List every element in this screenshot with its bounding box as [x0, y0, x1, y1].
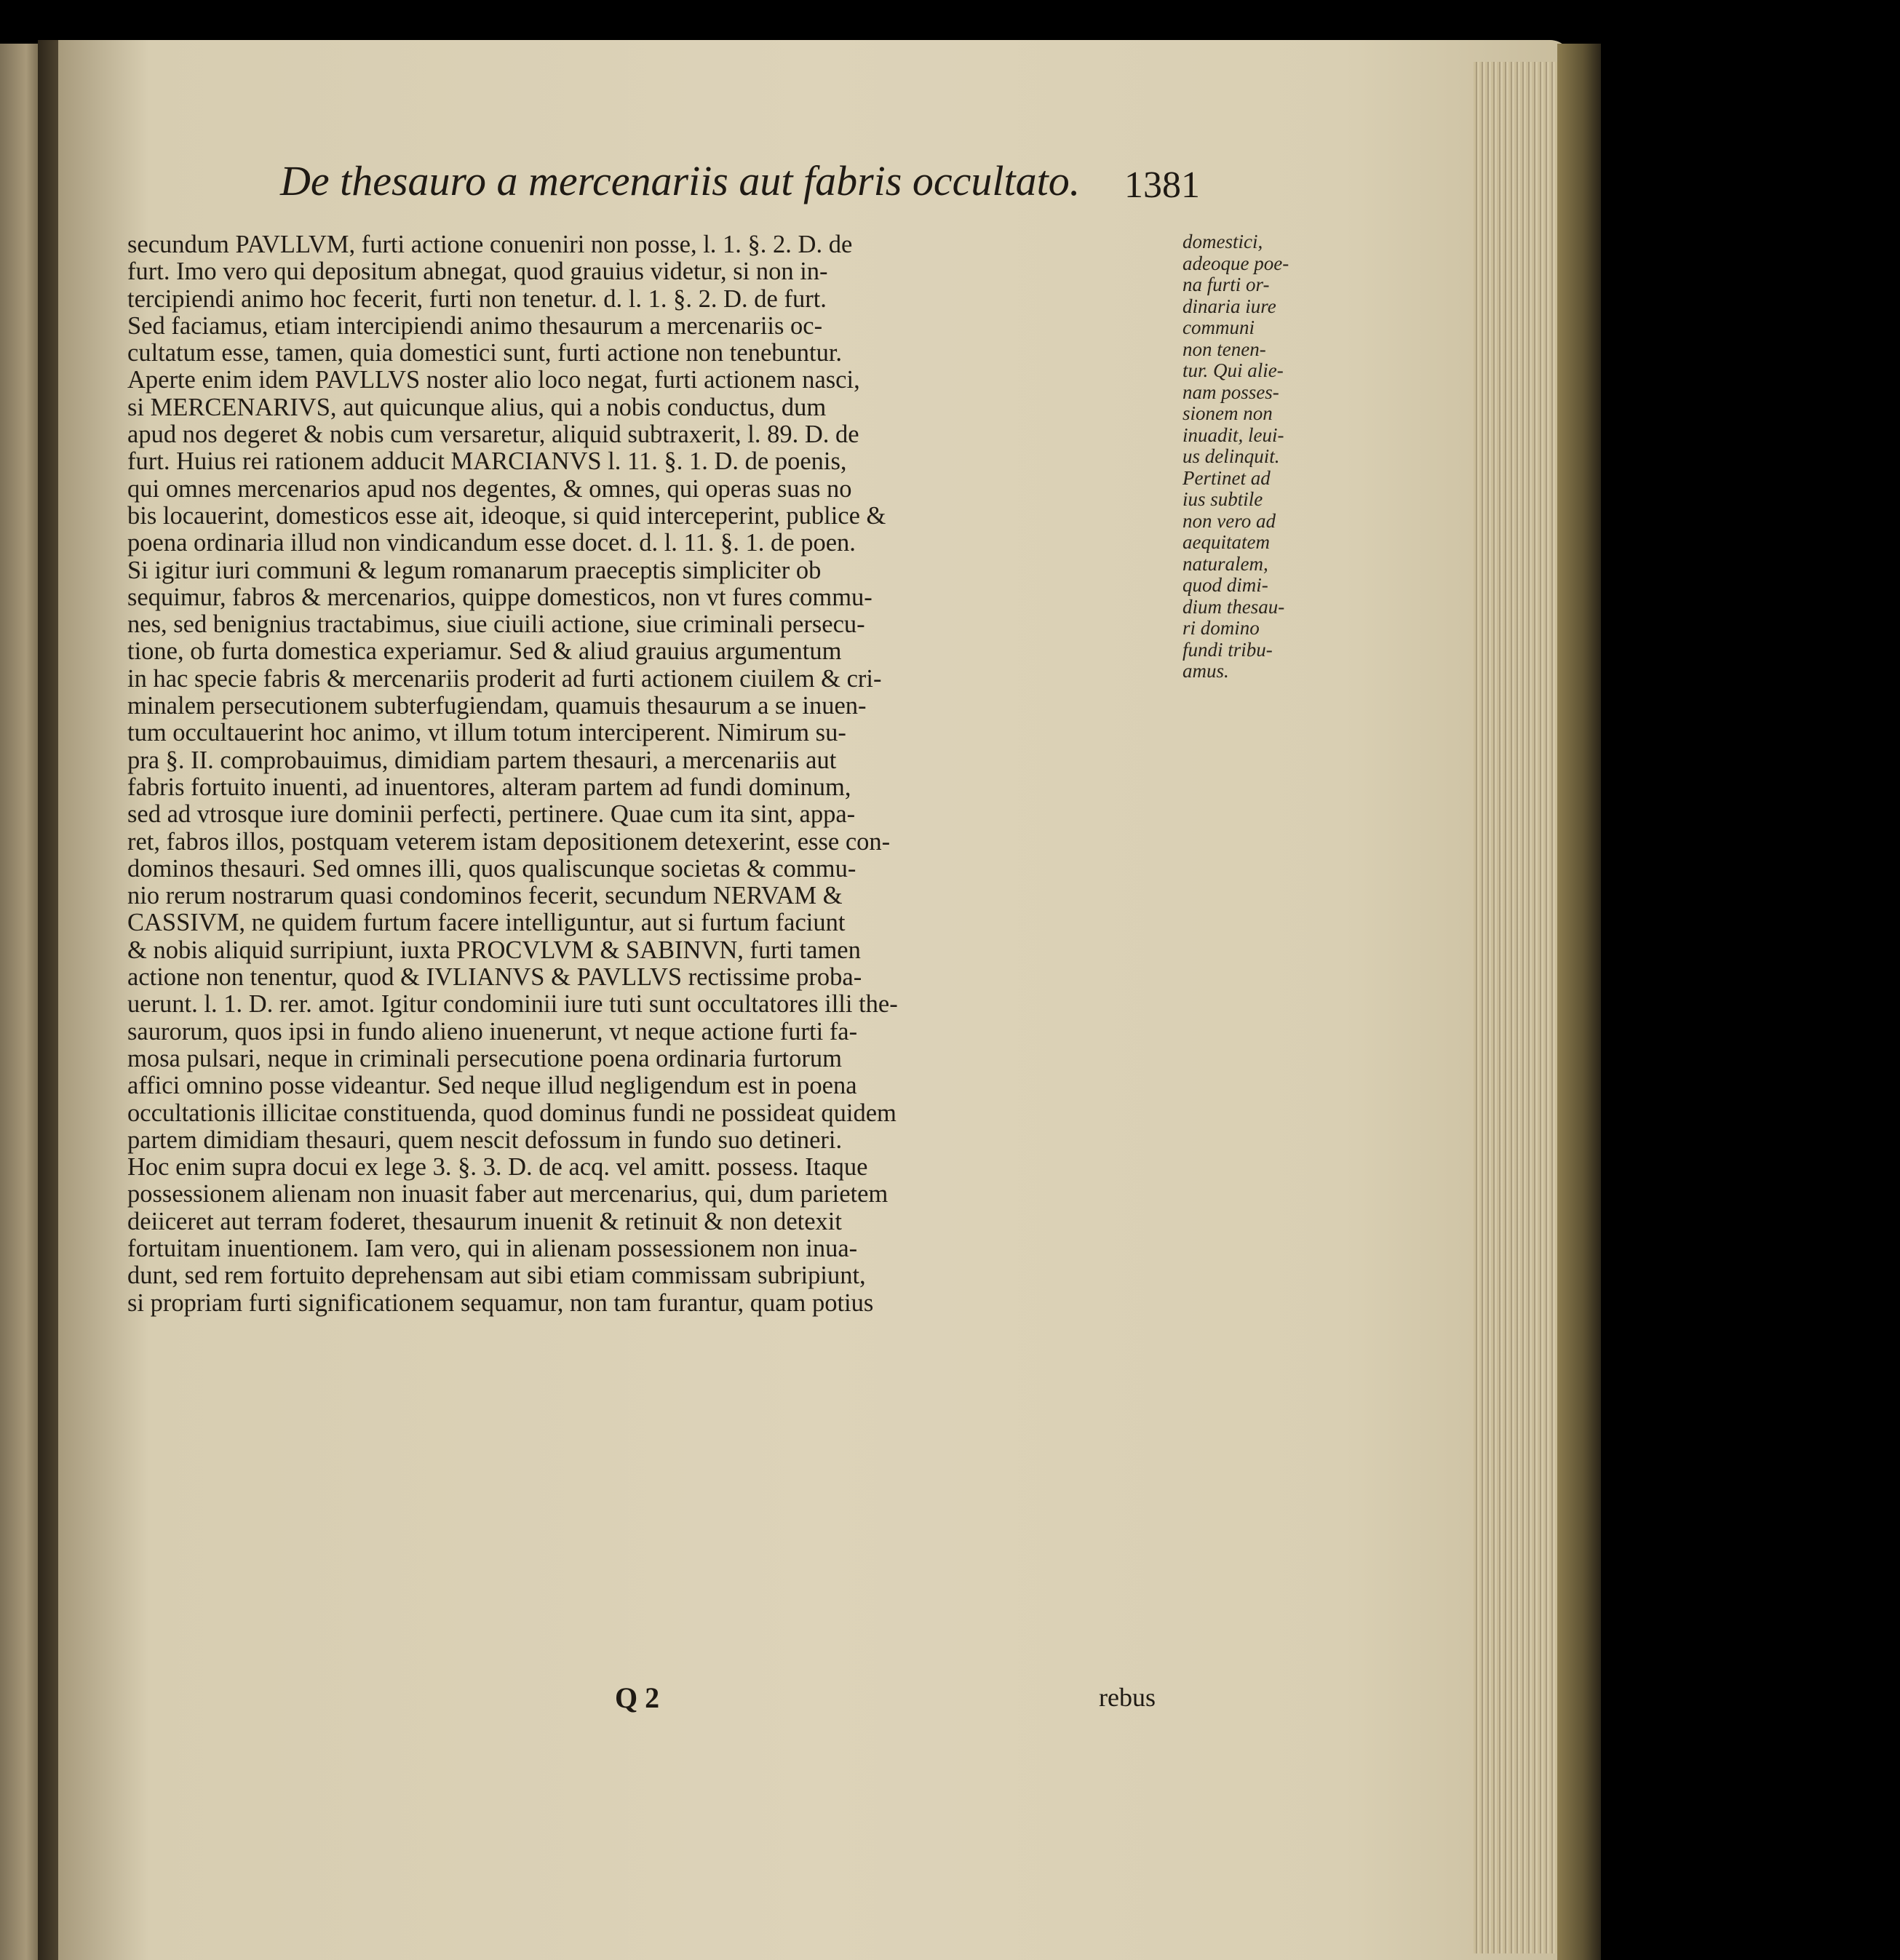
page-number: 1381 [1124, 164, 1200, 206]
margin-note-line: domestici, [1182, 231, 1263, 252]
margin-note-line: sionem non [1182, 403, 1273, 424]
margin-note-line: communi [1182, 317, 1255, 338]
text-line: si MERCENARIVS, aut quicunque alius, qui a nobis conductus, dum [127, 394, 827, 421]
text-line: nes, sed benignius tractabimus, siue ciuili actione, siue criminali persecu- [127, 611, 865, 639]
text-line: Aperte enim idem PAVLLVS noster alio loco negat, furti actionem nasci, [127, 367, 860, 394]
margin-note-line: fundi tribu- [1182, 639, 1273, 661]
body-text [127, 231, 1179, 1317]
text-line: sed ad vtrosque iure dominii perfecti, pertinere. Quae cum ita sint, appa- [127, 801, 856, 829]
left-page-edge [0, 44, 44, 1960]
text-line: tercipiendi animo hoc fecerit, furti non tenetur. d. l. 1. §. 2. D. de furt. [127, 285, 827, 313]
margin-note-line: non vero ad [1182, 510, 1276, 532]
margin-note-line: inuadit, leui- [1182, 424, 1284, 446]
text-line: nio rerum nostrarum quasi condominos fecerit, secundum NERVAM & [127, 883, 843, 910]
text-line: minalem persecutionem subterfugiendam, quamuis thesaurum a se inuen- [127, 693, 867, 720]
text-line: furt. Huius rei rationem adducit MARCIANVS l. 11. §. 1. D. de poenis, [127, 448, 847, 476]
text-line: pra §. II. comprobauimus, dimidiam partem thesauri, a mercenariis aut [127, 746, 837, 774]
margin-note-line: non tenen- [1182, 338, 1266, 360]
text-line: Si igitur iuri communi & legum romanarum praeceptis simpliciter ob [127, 557, 822, 584]
text-line: actione non tenentur, quod & IVLIANVS & PAVLLVS rectissime proba- [127, 964, 862, 992]
margin-note-line: Pertinet ad [1182, 467, 1271, 489]
text-line: CASSIVM, ne quidem furtum facere intelliguntur, aut si furtum faciunt [127, 909, 846, 937]
margin-note-line: aequitatem [1182, 532, 1270, 553]
margin-note-line: naturalem, [1182, 553, 1268, 575]
text-line: deiiceret aut terram foderet, thesaurum inuenit & retinuit & non detexit [127, 1208, 842, 1235]
margin-note-line: tur. Qui alie- [1182, 360, 1284, 381]
running-head: De thesauro a mercenariis aut fabris occultato. [280, 157, 1081, 204]
text-line: uerunt. l. 1. D. rer. amot. Igitur condominii iure tuti sunt occultatores illi the- [127, 991, 898, 1019]
text-line: Hoc enim supra docui ex lege 3. §. 3. D. de acq. vel amitt. possess. Itaque [127, 1154, 868, 1182]
margin-note-line: na furti or- [1182, 274, 1270, 295]
signature-mark: Q 2 [615, 1681, 660, 1714]
margin-note-line: quod dimi- [1182, 575, 1268, 596]
margin-note-line: adeoque poe- [1182, 252, 1289, 274]
margin-note-line: ri domino [1182, 618, 1260, 639]
text-line: tione, ob furta domestica experiamur. Sed & aliud grauius argumentum [127, 638, 842, 666]
text-line: sequimur, fabros & mercenarios, quippe domesticos, non vt fures commu- [127, 583, 873, 611]
margin-note-line: nam posses- [1182, 381, 1279, 403]
text-line: bis locauerint, domesticos esse ait, ideoque, si quid interceperint, publice & [127, 502, 886, 530]
text-line: apud nos degeret & nobis cum versaretur, aliquid subtraxerit, l. 89. D. de [127, 421, 859, 449]
text-line: fortuitam inuentionem. Iam vero, qui in alienam possessionem non inua- [127, 1235, 858, 1262]
cover-edge [1557, 44, 1601, 1960]
text-line: cultatum esse, tamen, quia domestici sunt, furti actione non tenebuntur. [127, 340, 843, 367]
page-block-edges [1474, 62, 1561, 1953]
text-line: dunt, sed rem fortuito deprehensam aut sibi etiam commissam subripiunt, [127, 1262, 866, 1290]
text-line: ret, fabros illos, postquam veterem istam depositionem detexerint, esse con- [127, 828, 891, 856]
text-line: fabris fortuito inuenti, ad inuentores, alteram partem ad fundi dominum, [127, 773, 851, 801]
catchword: rebus [1099, 1683, 1156, 1712]
text-line: possessionem alienam non inuasit faber aut mercenarius, qui, dum parietem [127, 1181, 889, 1208]
margin-note-line: ius subtile [1182, 489, 1263, 510]
text-line: dominos thesauri. Sed omnes illi, quos qualiscunque societas & commu- [127, 855, 856, 883]
text-line: affici omnino posse videantur. Sed neque illud negligendum est in poena [127, 1072, 857, 1100]
margin-note-line: us delinquit. [1182, 446, 1280, 467]
margin-note-line: amus. [1182, 661, 1229, 682]
margin-note-line: dium thesau- [1182, 596, 1285, 618]
text-line: & nobis aliquid surripiunt, iuxta PROCVLVM & SABINVN, furti tamen [127, 936, 861, 964]
text-line: Sed faciamus, etiam intercipiendi animo thesaurum a mercenariis oc- [127, 312, 823, 340]
text-line: tum occultauerint hoc animo, vt illum totum interciperent. Nimirum su- [127, 720, 846, 747]
text-line: secundum PAVLLVM, furti actione conueniri non posse, l. 1. §. 2. D. de [127, 231, 853, 258]
text-line: partem dimidiam thesauri, quem nescit defossum in fundo suo detineri. [127, 1126, 843, 1154]
text-line: occultationis illicitae constituenda, quod dominus fundi ne possideat quidem [127, 1099, 897, 1127]
margin-note-line: dinaria iure [1182, 295, 1276, 317]
text-line: poena ordinaria illud non vindicandum esse docet. d. l. 11. §. 1. de poen. [127, 530, 856, 557]
text-line: qui omnes mercenarios apud nos degentes, & omnes, qui operas suas no [127, 475, 852, 503]
text-line: furt. Imo vero qui depositum abnegat, quod grauius videtur, si non in- [127, 258, 828, 286]
text-line: saurorum, quos ipsi in fundo alieno inuenerunt, vt neque actione furti fa- [127, 1018, 858, 1045]
text-line: mosa pulsari, neque in criminali persecutione poena ordinaria furtorum [127, 1045, 842, 1072]
margin-notes [1182, 231, 1346, 682]
text-line: si propriam furti significationem sequamur, non tam furantur, quam potius [127, 1289, 874, 1317]
text-line: in hac specie fabris & mercenariis proderit ad furti actionem ciuilem & cri- [127, 665, 882, 693]
